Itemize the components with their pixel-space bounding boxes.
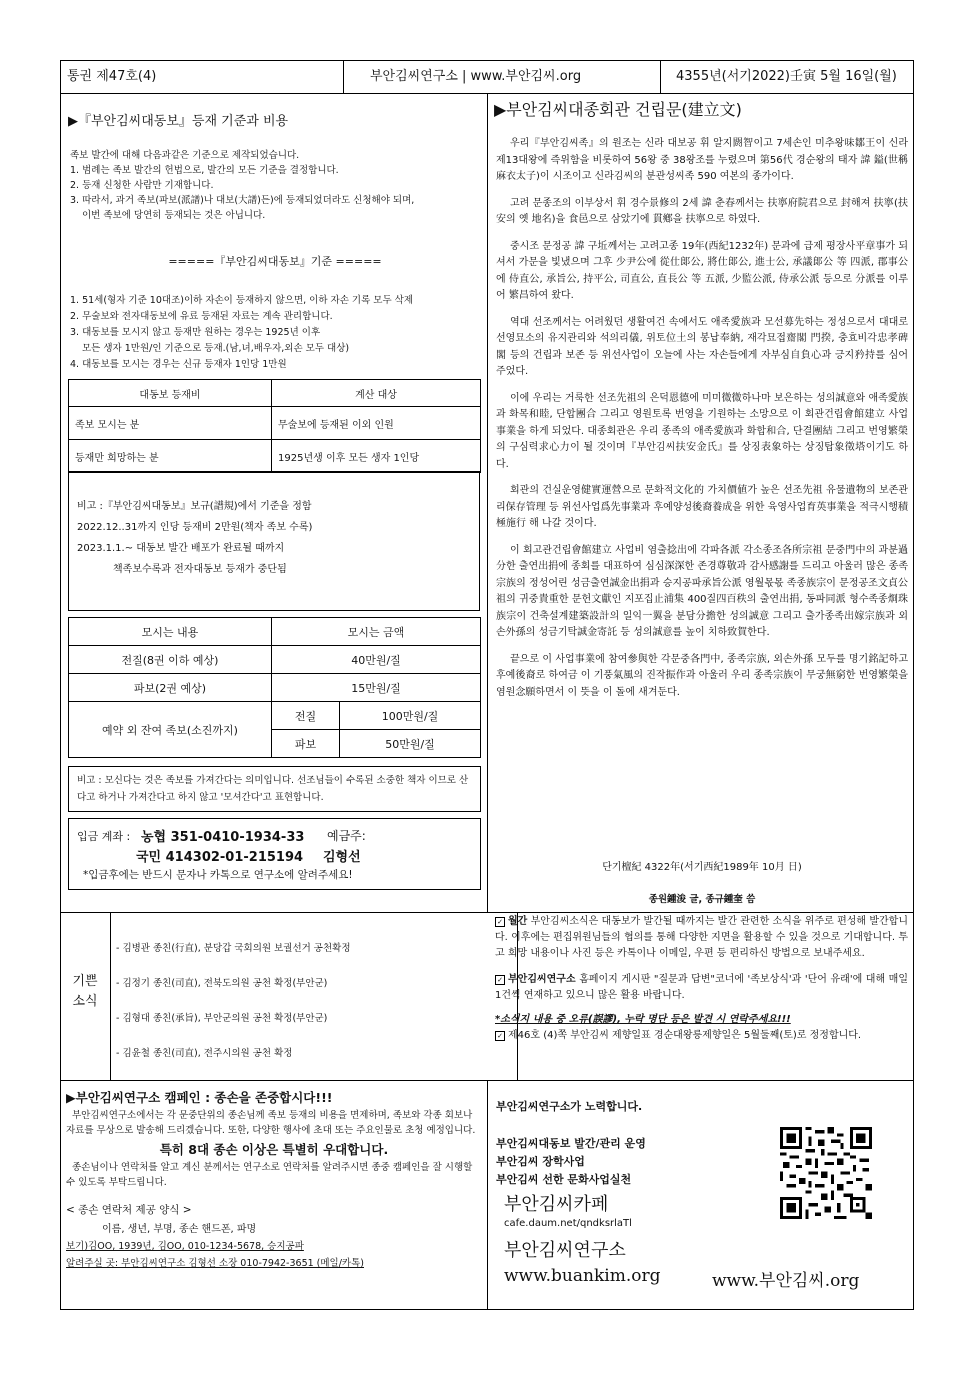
fee-note	[68, 471, 480, 611]
fee-header: 대동보 등재비	[69, 380, 272, 407]
fee-cell: 족보 모시는 분	[69, 407, 272, 440]
column-divider-top	[487, 93, 488, 912]
registration-title: ▶『부안김씨대동보』등재 기준과 비용	[68, 114, 289, 129]
intro-line: 3. 따라서, 과거 족보(파보(派譜)나 대보(大譜)든)에 등재되었더라도 신청해야 되며,	[70, 195, 415, 206]
price-table	[68, 617, 481, 758]
fee-cell: 등재만 희망하는 분	[69, 440, 272, 473]
issue-number: 통권 제47호(4)	[67, 69, 157, 84]
criteria-item: 4. 대동보를 모시는 경우는 신규 등재자 1인당 1만원	[70, 359, 287, 370]
notice-homepage	[495, 972, 908, 1004]
checkbox-icon: ✓	[495, 975, 505, 985]
effort-item: 부안김씨 장학사업	[496, 1155, 585, 1168]
founding-date: 단기檀紀 4322年(서기西紀1989年 10月 日)	[602, 862, 802, 873]
criteria-item: 2. 무술보와 전자대동보에 유료 등재된 자료는 계속 관리합니다.	[70, 311, 333, 322]
campaign-title: ▶부안김씨연구소 캠페인 : 종손을 존중합시다!!!	[66, 1090, 333, 1105]
notice-monthly-label: 월간	[508, 916, 528, 927]
criteria-item: 3. 대동보를 모시지 않고 등재만 원하는 경우는 1925년 이후	[70, 327, 321, 338]
intro-line: 이번 족보에 당연히 등재되는 것은 아닙니다.	[82, 210, 266, 221]
note-line: 2023.1.1.~ 대동보 발간 배포가 완료될 때까지	[77, 543, 285, 554]
price-cell: 15만원/질	[272, 674, 481, 702]
founding-paragraph: 끝으로 이 사업事業에 참여參與한 각문중各門中, 종족宗族, 외손外孫 모두를 명기銘記하고 후예後裔로 하여금 이 기풍氣風의 진작振作과 아울러 우리 종족宗族이 무궁無窮한 번영繁榮을 염원念願하면서 이 뜻을 이 돌에 새겨둔다.	[496, 653, 908, 698]
contact-info: 알려주실 곳: 부안김씨연구소 김형선 소장 010-7942-3651 (메일/카톡)	[66, 1258, 364, 1269]
price-cell: 파보(2권 예상)	[69, 674, 272, 702]
section-divider-1	[60, 912, 914, 913]
criteria-item: 1. 51세(형자 기준 10대조)이하 자손이 등재하지 않으면, 이하 자손 기록 모두 삭제	[70, 295, 414, 306]
effort-item: 부안김씨 선한 문화사업실천	[496, 1173, 632, 1186]
news-label-divider	[110, 912, 111, 1080]
intro-line: 2. 등재 신청한 사람만 기재합니다.	[70, 180, 214, 191]
fee-cell: 1925년생 이후 모든 생자 1인당	[272, 440, 481, 473]
news-label	[62, 972, 108, 1012]
price-cell: 40만원/질	[272, 646, 481, 674]
price-cell: 예약 외 잔여 족보(소진까지)	[69, 702, 272, 758]
notice-correction-text: 제46호 (4)쪽 부안김씨 제향일표 경순대왕릉제향일은 5월둘째(토)로 정정합니다.	[508, 1030, 862, 1041]
price-cell: 파보	[272, 730, 340, 758]
campaign-body: 부안김씨연구소에서는 각 문중단위의 종손님께 족보 등재의 비용을 면제하며, 족보와 각종 회보나 자료를 무상으로 발송해 드리겠습니다. 또한, 다양한 행사에 초대 또는 주요인물로 초청 예정입니다.	[66, 1110, 476, 1136]
issue-date: 4355년(서기2022)壬寅 5월 16일(월)	[676, 69, 897, 84]
price-cell: 전질	[272, 702, 340, 730]
note-line: 비고 :『부안김씨대동보』보규(譜規)에서 기준을 정함	[77, 501, 312, 512]
news-item: - 김윤철 종친(司直), 전주시의원 공천 확정	[116, 1048, 293, 1059]
fee-table	[68, 379, 481, 473]
effort-list	[496, 1135, 646, 1189]
price-header: 모시는 금액	[272, 618, 481, 646]
depositor-label: 예금주:	[327, 829, 366, 843]
org-website: 부안김씨연구소 | www.부안김씨.org	[370, 69, 582, 84]
institute-name: 부안김씨연구소	[504, 1240, 626, 1261]
effort-item: 부안김씨대동보 발간/관리 운영	[496, 1137, 646, 1150]
founding-text	[496, 136, 908, 711]
form-title: < 종손 연락처 제공 양식 >	[66, 1204, 192, 1216]
criteria-item: 모든 생자 1만원/인 기준으로 등재.(남,녀,배우자,외손 모두 대상)	[82, 343, 350, 354]
price-note-text: 비고 : 모신다는 것은 족보를 가져간다는 의미입니다. 선조님들이 수록된 소중한 책자 이므로 산다고 하거나 가져간다고 하지 않고 '모셔간다'고 표현합니다.	[77, 775, 469, 803]
effort-title: 부안김씨연구소가 노력합니다.	[496, 1100, 643, 1113]
intro-line: 족보 발간에 대해 다음과같은 기준으로 제작되었습니다.	[70, 150, 300, 161]
news-item: - 김정기 종친(司直), 전북도의원 공천 확정(부안군)	[116, 978, 328, 989]
header-sep-1	[343, 60, 344, 94]
founding-paragraph: 이에 우리는 거룩한 선조先祖의 은덕恩德에 미미微微하나마 보은하는 성의誠意와 애족愛族과 화목和睦, 단합團合 그리고 영원토록 번영을 기원하는 소망으로 이 회관건립會館建立 사업事業을 하게 되었다. 대종회관은 우리 종족의 애족愛族과 화합和合, 단결團結 그리고 번영繁榮의 구심력求心力이 될 것이며『부안김씨扶安金氏』를 상징表象하는 상징탑象徵塔이기도 하다.	[496, 392, 908, 470]
price-cell: 50만원/질	[340, 730, 481, 758]
fee-cell: 무술보에 등재된 이외 인원	[272, 407, 481, 440]
header-sep-2	[660, 60, 661, 94]
price-header: 모시는 내용	[69, 618, 272, 646]
fee-header: 계산 대상	[272, 380, 481, 407]
campaign-highlight: 특히 8대 종손 이상은 특별히 우대합니다.	[159, 1142, 389, 1157]
notice-monthly-text: 부안김씨소식은 대동보가 발간될 때까지는 발간 관련한 소식을 위주로 편성해 발간합니다. 이후에는 편집위원님들의 협의를 통해 다양한 지면을 활용할 수 있을 것으로 기대합니다. 투고 희망 내용이나 사진 등은 카톡이나 이메일, 우편 등 편리하신 방법으로 보내주세요.	[495, 916, 908, 959]
checkbox-icon: ✓	[495, 917, 505, 927]
news-item: - 김병관 종친(行直), 분당갑 국회의원 보궐선거 공천확정	[116, 943, 351, 954]
news-item: - 김형대 종친(承旨), 부안군의원 공천 확정(부안군)	[116, 1013, 328, 1024]
founding-paragraph: 이 회고관건립會館建立 사업비 염출捻出에 각파各派 각소종조各所宗祖 문중門中의 과분過分한 출연出捐에 종회를 대표하여 심심深深한 존경尊敬과 감사感謝를 드리고 아울러 많은 종족宗族의 정성어린 성금출연誠金出捐과 승지공파承旨公派 영월몫몫 족종族宗이 문정공조文貞公祖의 귀중貴重한 문헌文獻인 지포집止浦集 400질四百秩의 출연出捐, 동파同派 형수족종烱珠族宗이 건축설계建築設計의 일익一翼을 분담分擔한 성의誠意 그리고 출가종족出嫁宗族과 외손外孫의 성금기탁誠金寄託 등 성의誠意를 높이 치하致賀한다.	[496, 544, 908, 638]
news-label-line: 기쁜	[72, 974, 98, 989]
founding-title: ▶부안김씨대종회관 건립문(建立文)	[494, 100, 742, 119]
account-kb: 국민 414302-01-215194	[136, 850, 304, 865]
price-cell: 100만원/질	[340, 702, 481, 730]
notice-block	[495, 914, 908, 1044]
account-label: 입금 계좌 :	[77, 830, 131, 843]
founding-paragraph: 우리『부안김씨족』의 원조는 신라 대보공 휘 알지閼智이고 7세손인 미추왕味鄒王이 신라 제13대왕에 즉위함을 비롯하여 56왕 중 38왕조를 누렸으며 第56代 경순왕의 태자 諱 鎰(世稱 麻衣太子)이 시조이고 신라김씨의 분관성씨족 590 여본의 종가이다.	[496, 138, 908, 182]
cafe-url[interactable]: cafe.daum.net/qndksrlaTl	[504, 1218, 632, 1229]
notice-correction	[495, 1028, 908, 1044]
criteria-title: =====『부안김씨대동보』기준 =====	[168, 255, 382, 268]
founding-author: 종원鍾浚 글, 종규鍾奎 씀	[648, 894, 756, 905]
notice-monthly	[495, 914, 908, 962]
criteria-list	[70, 293, 485, 373]
column-divider-bottom	[487, 1080, 488, 1310]
account-box	[68, 818, 481, 890]
notice-warning: *소식지 내용 중 오류(誤謬), 누락 명단 등은 발견 시 연락주세요!!!	[495, 1014, 791, 1025]
website-url-ko[interactable]: www.부안김씨.org	[712, 1271, 860, 1291]
notice-homepage-label: 부안김씨연구소	[508, 974, 576, 985]
note-line: 책족보수록과 전자대동보 등재가 중단됨	[113, 564, 287, 575]
cafe-name[interactable]: 부안김씨카페	[504, 1194, 609, 1215]
price-note	[68, 766, 481, 812]
checkbox-icon: ✓	[495, 1031, 505, 1041]
account-nh: 농협 351-0410-1934-33	[141, 830, 305, 845]
note-line: 2022.12..31까지 인당 등재비 2만원(책자 족보 수록)	[77, 522, 313, 533]
form-fields: 이름, 생년, 부명, 종손 핸드폰, 파명	[102, 1224, 257, 1235]
depositor-name: 김형선	[323, 850, 361, 865]
account-note: *입금후에는 반드시 문자나 카톡으로 연구소에 알려주세요!	[83, 869, 353, 881]
qr-code-icon[interactable]	[780, 1127, 872, 1219]
price-cell: 전질(8권 이하 예상)	[69, 646, 272, 674]
campaign-body-2: 종손님이나 연락처를 알고 계신 분께서는 연구소로 연락처를 알려주시면 종중 캠페인을 잘 시행할 수 있도록 부탁드립니다.	[66, 1162, 473, 1188]
news-label-line: 소식	[72, 994, 98, 1009]
form-example: 보기)김OO, 1939년, 김OO, 010-1234-5678, 승지공파	[66, 1241, 304, 1252]
founding-paragraph: 회관의 건실운영健實運營으로 문화적文化的 가치價値가 높은 선조先祖 유물遺物의 보존관리保存管理 등 위선사업爲先事業과 후예양성後裔養成을 위한 육영사업育英事業을 적극시행積極施行 해 나갈 것이다.	[496, 485, 908, 529]
founding-paragraph: 역대 선조께서는 어려웠던 생활여건 속에서도 애족愛族과 모선募先하는 정성으로서 대대로 선영묘소의 유지관리와 석의리儀, 위토位土의 봉납奉納, 재각묘접齋閣 門揆, 충효비각忠孝碑閣 등의 건립과 보존 등 위선사업이 오늘에 사는 자손들에게 자부심自負心과 긍지矜持를 심어 주었다.	[496, 316, 908, 377]
founding-paragraph: 중시조 문정공 諱 구坵께서는 고려고종 19年(西紀1232年) 문과에 급제 평장사平章事가 되셔서 가문을 빛냈으며 그후 少尹公에 從仕郞公, 將仕郞公, 進士公, 承議郞公 等 四派, 郡事公에 侍直公, 承旨公, 持平公, 司直公, 直長公 等 五派, 少監公派, 侍承公派 등으로 分派를 이루어 繁昌하여 왔다.	[496, 240, 908, 301]
founding-paragraph: 고려 문종조의 이부상서 휘 경수景修의 2세 諱 춘春께서는 扶寧府院君으로 封해져 扶寧(扶安의 옛 地名)을 食邑으로 삼았기에 貫鄕을 扶寧으로 하였다.	[496, 197, 908, 225]
notice-homepage-text: 홈페이지 게시판 "질문과 답변"코너에 '족보상식'과 '단어 유래'에 대해 매일 1건씩 연재하고 있으니 많은 활용 바랍니다.	[495, 974, 908, 1001]
campaign-block	[66, 1088, 482, 1269]
intro-line: 1. 범례는 족보 발간의 헌법으로, 발간의 모든 기준을 결정합니다.	[70, 165, 339, 176]
intro-list	[70, 148, 480, 223]
website-url-en[interactable]: www.buankim.org	[504, 1266, 661, 1286]
